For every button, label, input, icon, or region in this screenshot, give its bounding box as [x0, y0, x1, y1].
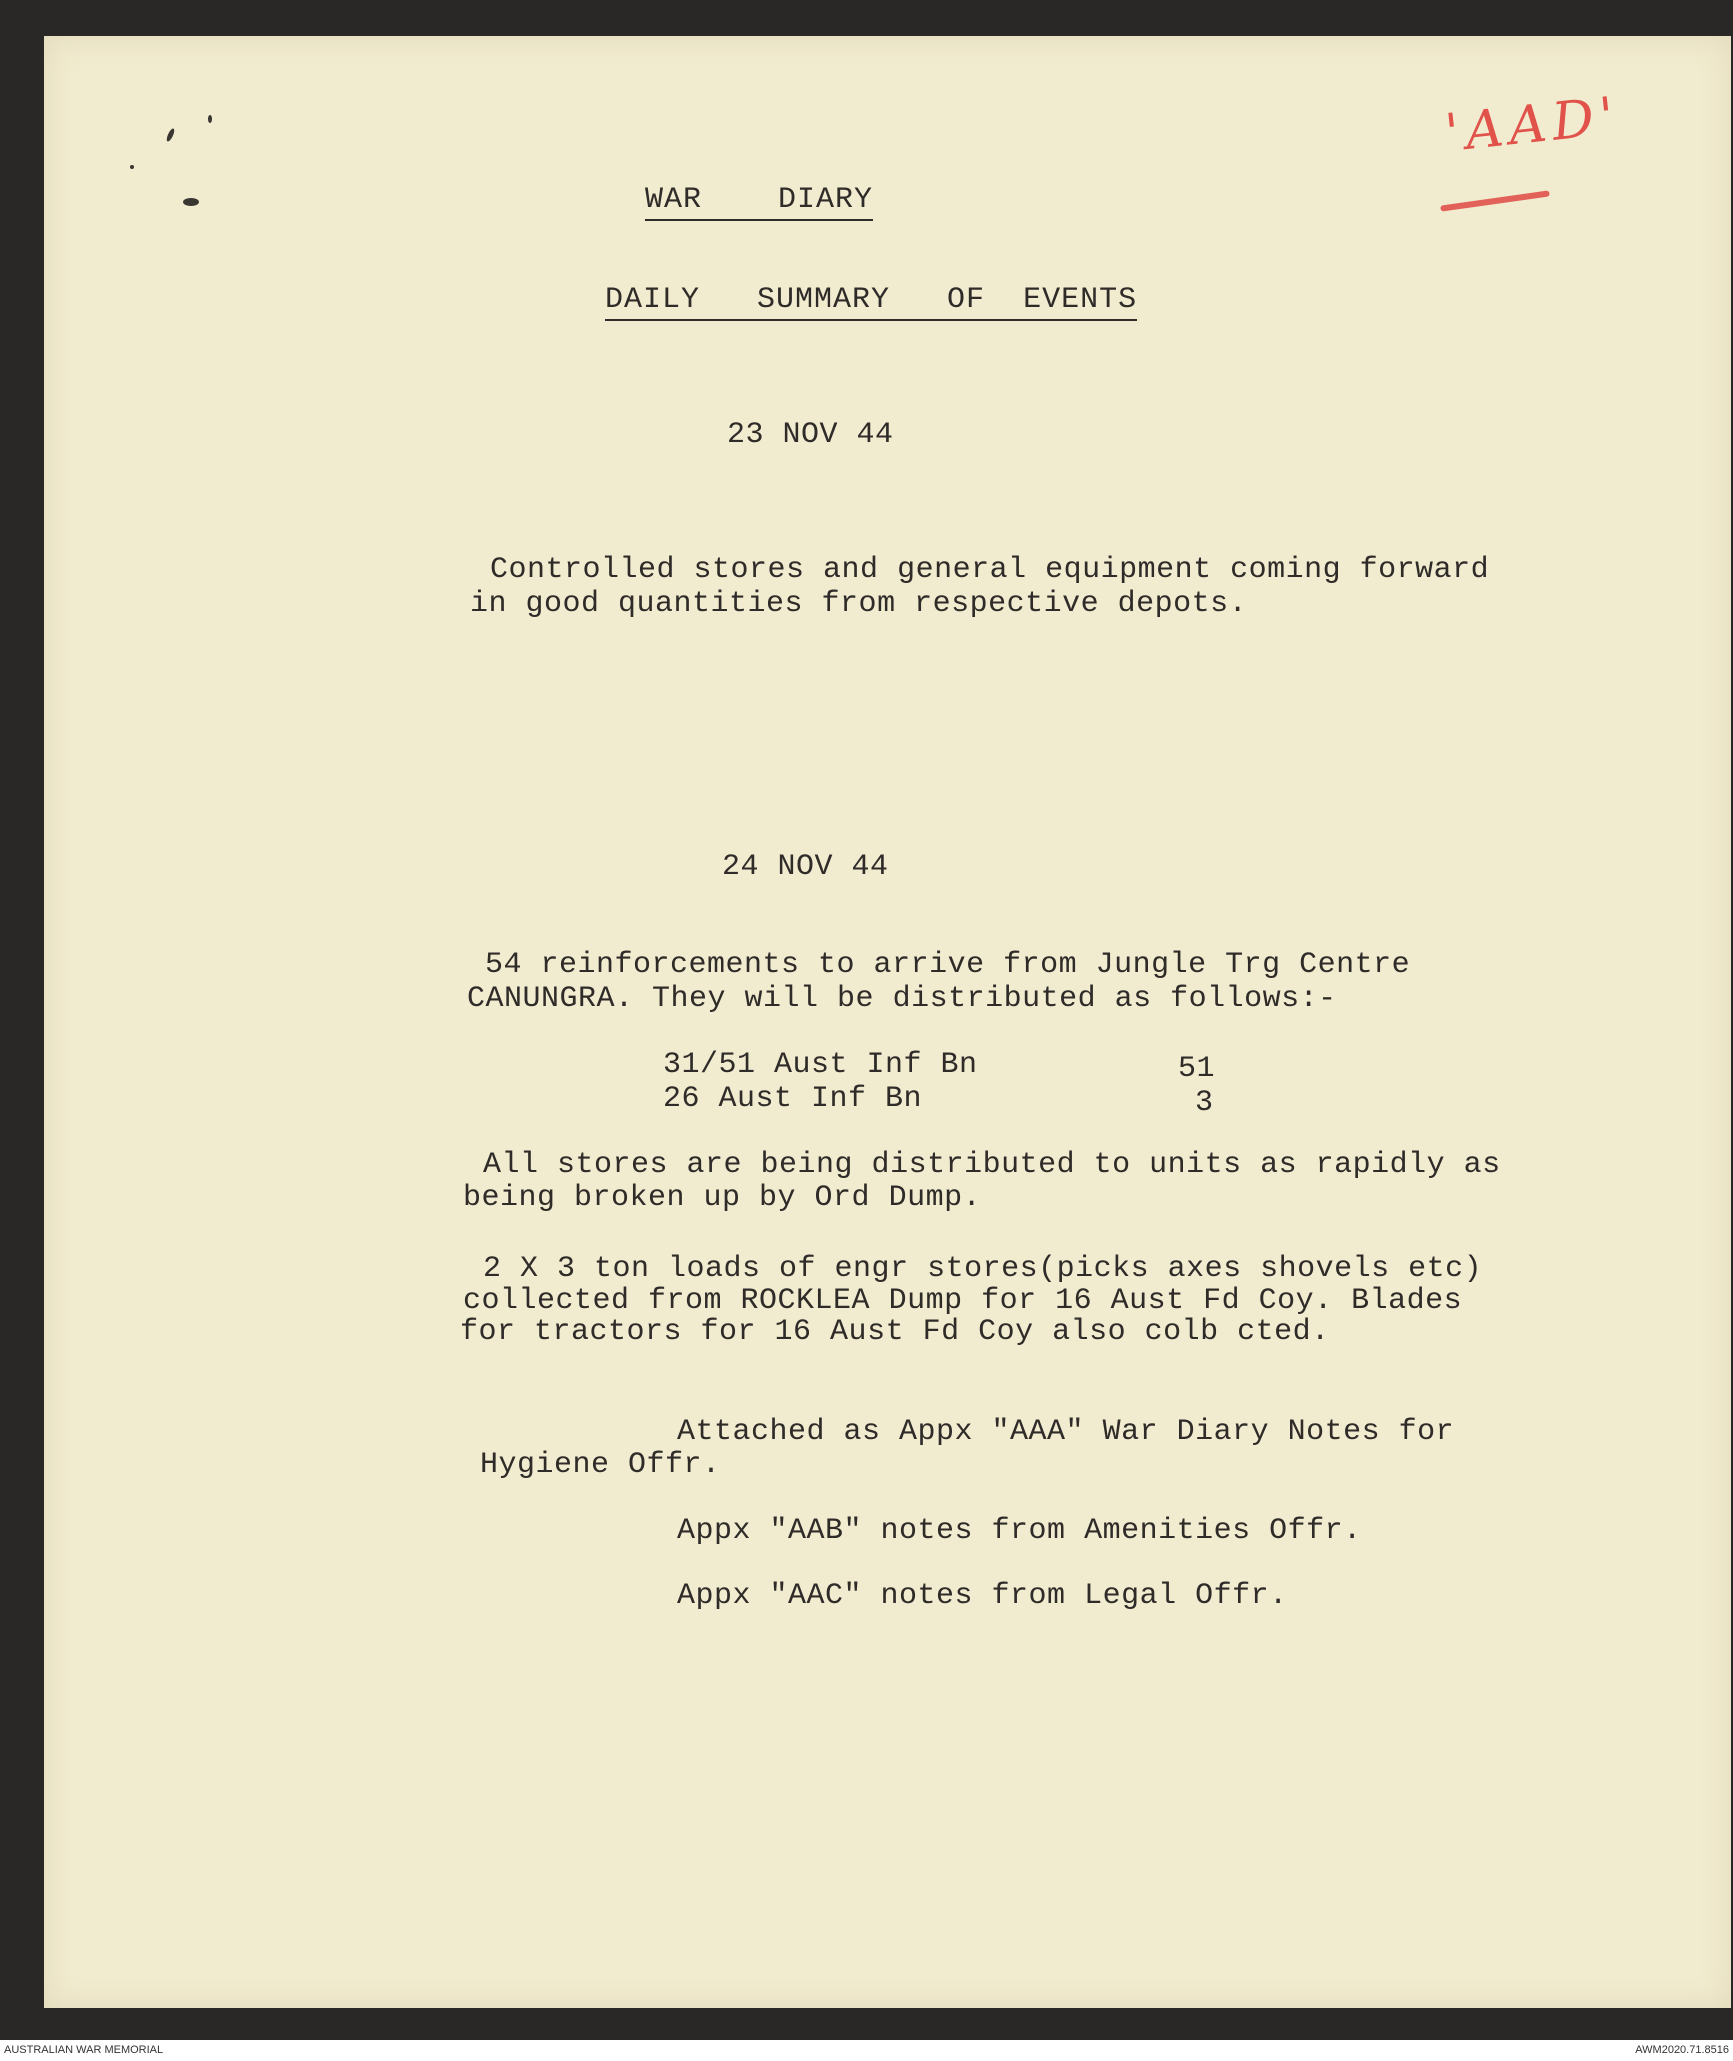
- entry-text-line: 54 reinforcements to arrive from Jungle Trg Centre: [485, 948, 1411, 982]
- appendix-line: Attached as Appx "AAA" War Diary Notes for: [677, 1415, 1455, 1449]
- entry-text-line: CANUNGRA. They will be distributed as follows:-: [467, 982, 1337, 1016]
- entry-text-line: All stores are being distributed to units as rapidly as: [483, 1148, 1501, 1182]
- footer-bar: [0, 2040, 1733, 2061]
- entry-text-line: in good quantities from respective depots.: [470, 587, 1248, 621]
- table-count: 51: [1178, 1052, 1216, 1086]
- entry-text-line: being broken up by Ord Dump.: [463, 1181, 982, 1215]
- entry-text-line: for tractors for 16 Aust Fd Coy also colb cted.: [460, 1315, 1330, 1349]
- page-title: WAR DIARY: [645, 183, 873, 221]
- entry-text-line: 2 X 3 ton loads of engr stores(picks axes shovels etc): [483, 1252, 1483, 1286]
- footer-right: AWM2020.71.8516: [1635, 2044, 1729, 2056]
- table-count: 3: [1195, 1086, 1214, 1120]
- entry-text-line: Controlled stores and general equipment coming forward: [490, 553, 1490, 587]
- page-subtitle: DAILY SUMMARY OF EVENTS: [605, 283, 1137, 321]
- ink-mark: [130, 165, 134, 169]
- table-unit: 31/51 Aust Inf Bn: [663, 1048, 978, 1082]
- entry-date: 24 NOV 44: [722, 850, 889, 884]
- document-page: [44, 36, 1731, 2008]
- ink-mark: [208, 115, 212, 123]
- footer-left: AUSTRALIAN WAR MEMORIAL: [4, 2044, 164, 2056]
- entry-text-line: collected from ROCKLEA Dump for 16 Aust Fd Coy. Blades: [463, 1284, 1463, 1318]
- handwritten-annotation: 'AAD': [1442, 85, 1624, 165]
- table-unit: 26 Aust Inf Bn: [663, 1082, 923, 1116]
- punch-mark: [183, 198, 199, 206]
- entry-date: 23 NOV 44: [727, 418, 894, 452]
- appendix-line: Hygiene Offr.: [480, 1448, 721, 1482]
- appendix-line: Appx "AAC" notes from Legal Offr.: [677, 1579, 1288, 1613]
- appendix-line: Appx "AAB" notes from Amenities Offr.: [677, 1514, 1362, 1548]
